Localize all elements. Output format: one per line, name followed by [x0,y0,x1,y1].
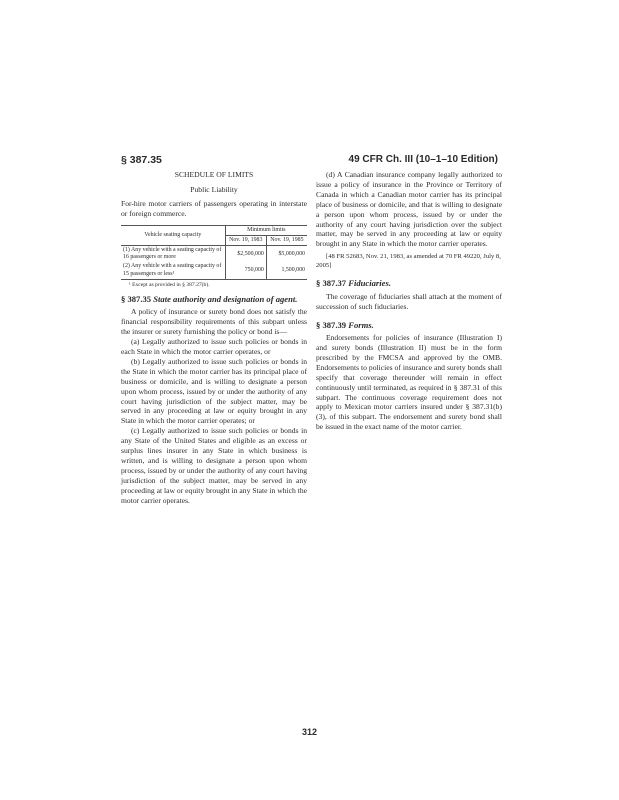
schedule-title: SCHEDULE OF LIMITS [174,170,254,179]
row-value: 1,500,000 [266,262,307,279]
paragraph: (c) Legally authorized to issue such policies or bonds in any State of the United States and eligible as an excess or surplus lines insurer in any State in which business is written, and is willing to designate a person upon whom process, issued by or under the authority of any court having jurisdiction of the subject matter, may be served in any proceeding at law or equity brought in any State in which the motor carrier operates. [121,426,307,505]
section-title: Forms. [348,319,374,330]
source-note: [48 FR 52683, Nov. 21, 1983, as amended at 70 FR 49220, July 8, 2005] [316,253,501,269]
table-row [121,246,307,263]
col-header-date1: Nov. 19, 1983 [225,235,266,245]
paragraph: (b) Legally authorized to issue such policies or bonds in the State in which the motor carrier has its principal place of business or domicile, and is willing to designate a person upon whom process, issued by or under the authority of any court having jurisdiction of the subject matter, may be served in any proceeding at law or equity brought in any State in which the motor carrier operates; or [121,356,307,426]
limits-table [121,225,307,280]
row-value: 750,000 [225,262,266,279]
section-number: § 387.39 [316,319,347,330]
paragraph: A policy of insurance or surety bond does not satisfy the financial responsibility requirements of this subpart unless the insurer or surety furnishing the policy or bond is— [121,307,307,337]
section-heading-387-39 [316,320,502,331]
section-title: Fiduciaries. [348,278,391,289]
left-column [121,170,307,505]
section-number: § 387.37 [316,278,347,289]
schedule-intro: For-hire motor carriers of passengers operating in interstate or foreign commerce. [121,198,307,218]
row-value: $5,000,000 [266,246,307,263]
schedule-subtitle: Public Liability [190,184,238,194]
header-title-ref: 49 CFR Ch. III (10–1–10 Edition) [348,154,498,165]
paragraph: (a) Legally authorized to issue such policies or bonds in each State in which the motor carrier operates, or [121,337,307,356]
col-header-group: Minimum limits [225,225,307,235]
table-row [121,262,307,279]
section-heading-387-35 [121,294,307,305]
header-section-ref: § 387.35 [121,154,162,166]
section-title: State authority and designation of agent. [153,293,298,304]
section-number: § 387.35 [121,293,152,304]
table-footnote: ¹ Except as provided in § 387.27(b). [129,281,210,288]
paragraph: Endorsements for policies of insurance (Illustration I) and surety bonds (Illustration II) must be in the form prescribed by the FMCSA and approved by the OMB. Endorsements to policies of insurance and surety bonds shall specify that coverage thereunder will remain in effect continuously until terminated, as required in § 387.31 of this subpart. The continuous coverage requirement does not apply to Mexican motor carriers insured under § 387.31(b)(3), of this subpart. The endorsement and surety bond shall be issued in the exact name of the motor carrier. [316,333,502,432]
paragraph: The coverage of fiduciaries shall attach at the moment of succession of such fiduciaries. [316,291,502,311]
row-label: (1) Any vehicle with a seating capacity of 16 passengers or more [123,247,222,261]
page-number: 312 [301,727,318,737]
row-value: $2,500,000 [225,246,266,263]
col-header-date2: Nov. 19, 1985 [266,235,307,245]
section-heading-387-37 [316,278,502,289]
col-header-vehicle: Vehicle seating capacity [121,225,225,245]
paragraph: (d) A Canadian insurance company legally authorized to issue a policy of insurance in the Province or Territory of Canada in which a Canadian motor carrier has its principal place of business or domicile, and that is willing to designate a person upon whom process, issued by or under the authority of any court having jurisdiction over the subject matter, may be served in any proceeding at law or equity brought in any State in which the motor carrier operates. [316,170,502,249]
right-column [316,170,502,432]
row-label: (2) Any vehicle with a seating capacity of 15 passengers or less¹ [121,262,225,279]
